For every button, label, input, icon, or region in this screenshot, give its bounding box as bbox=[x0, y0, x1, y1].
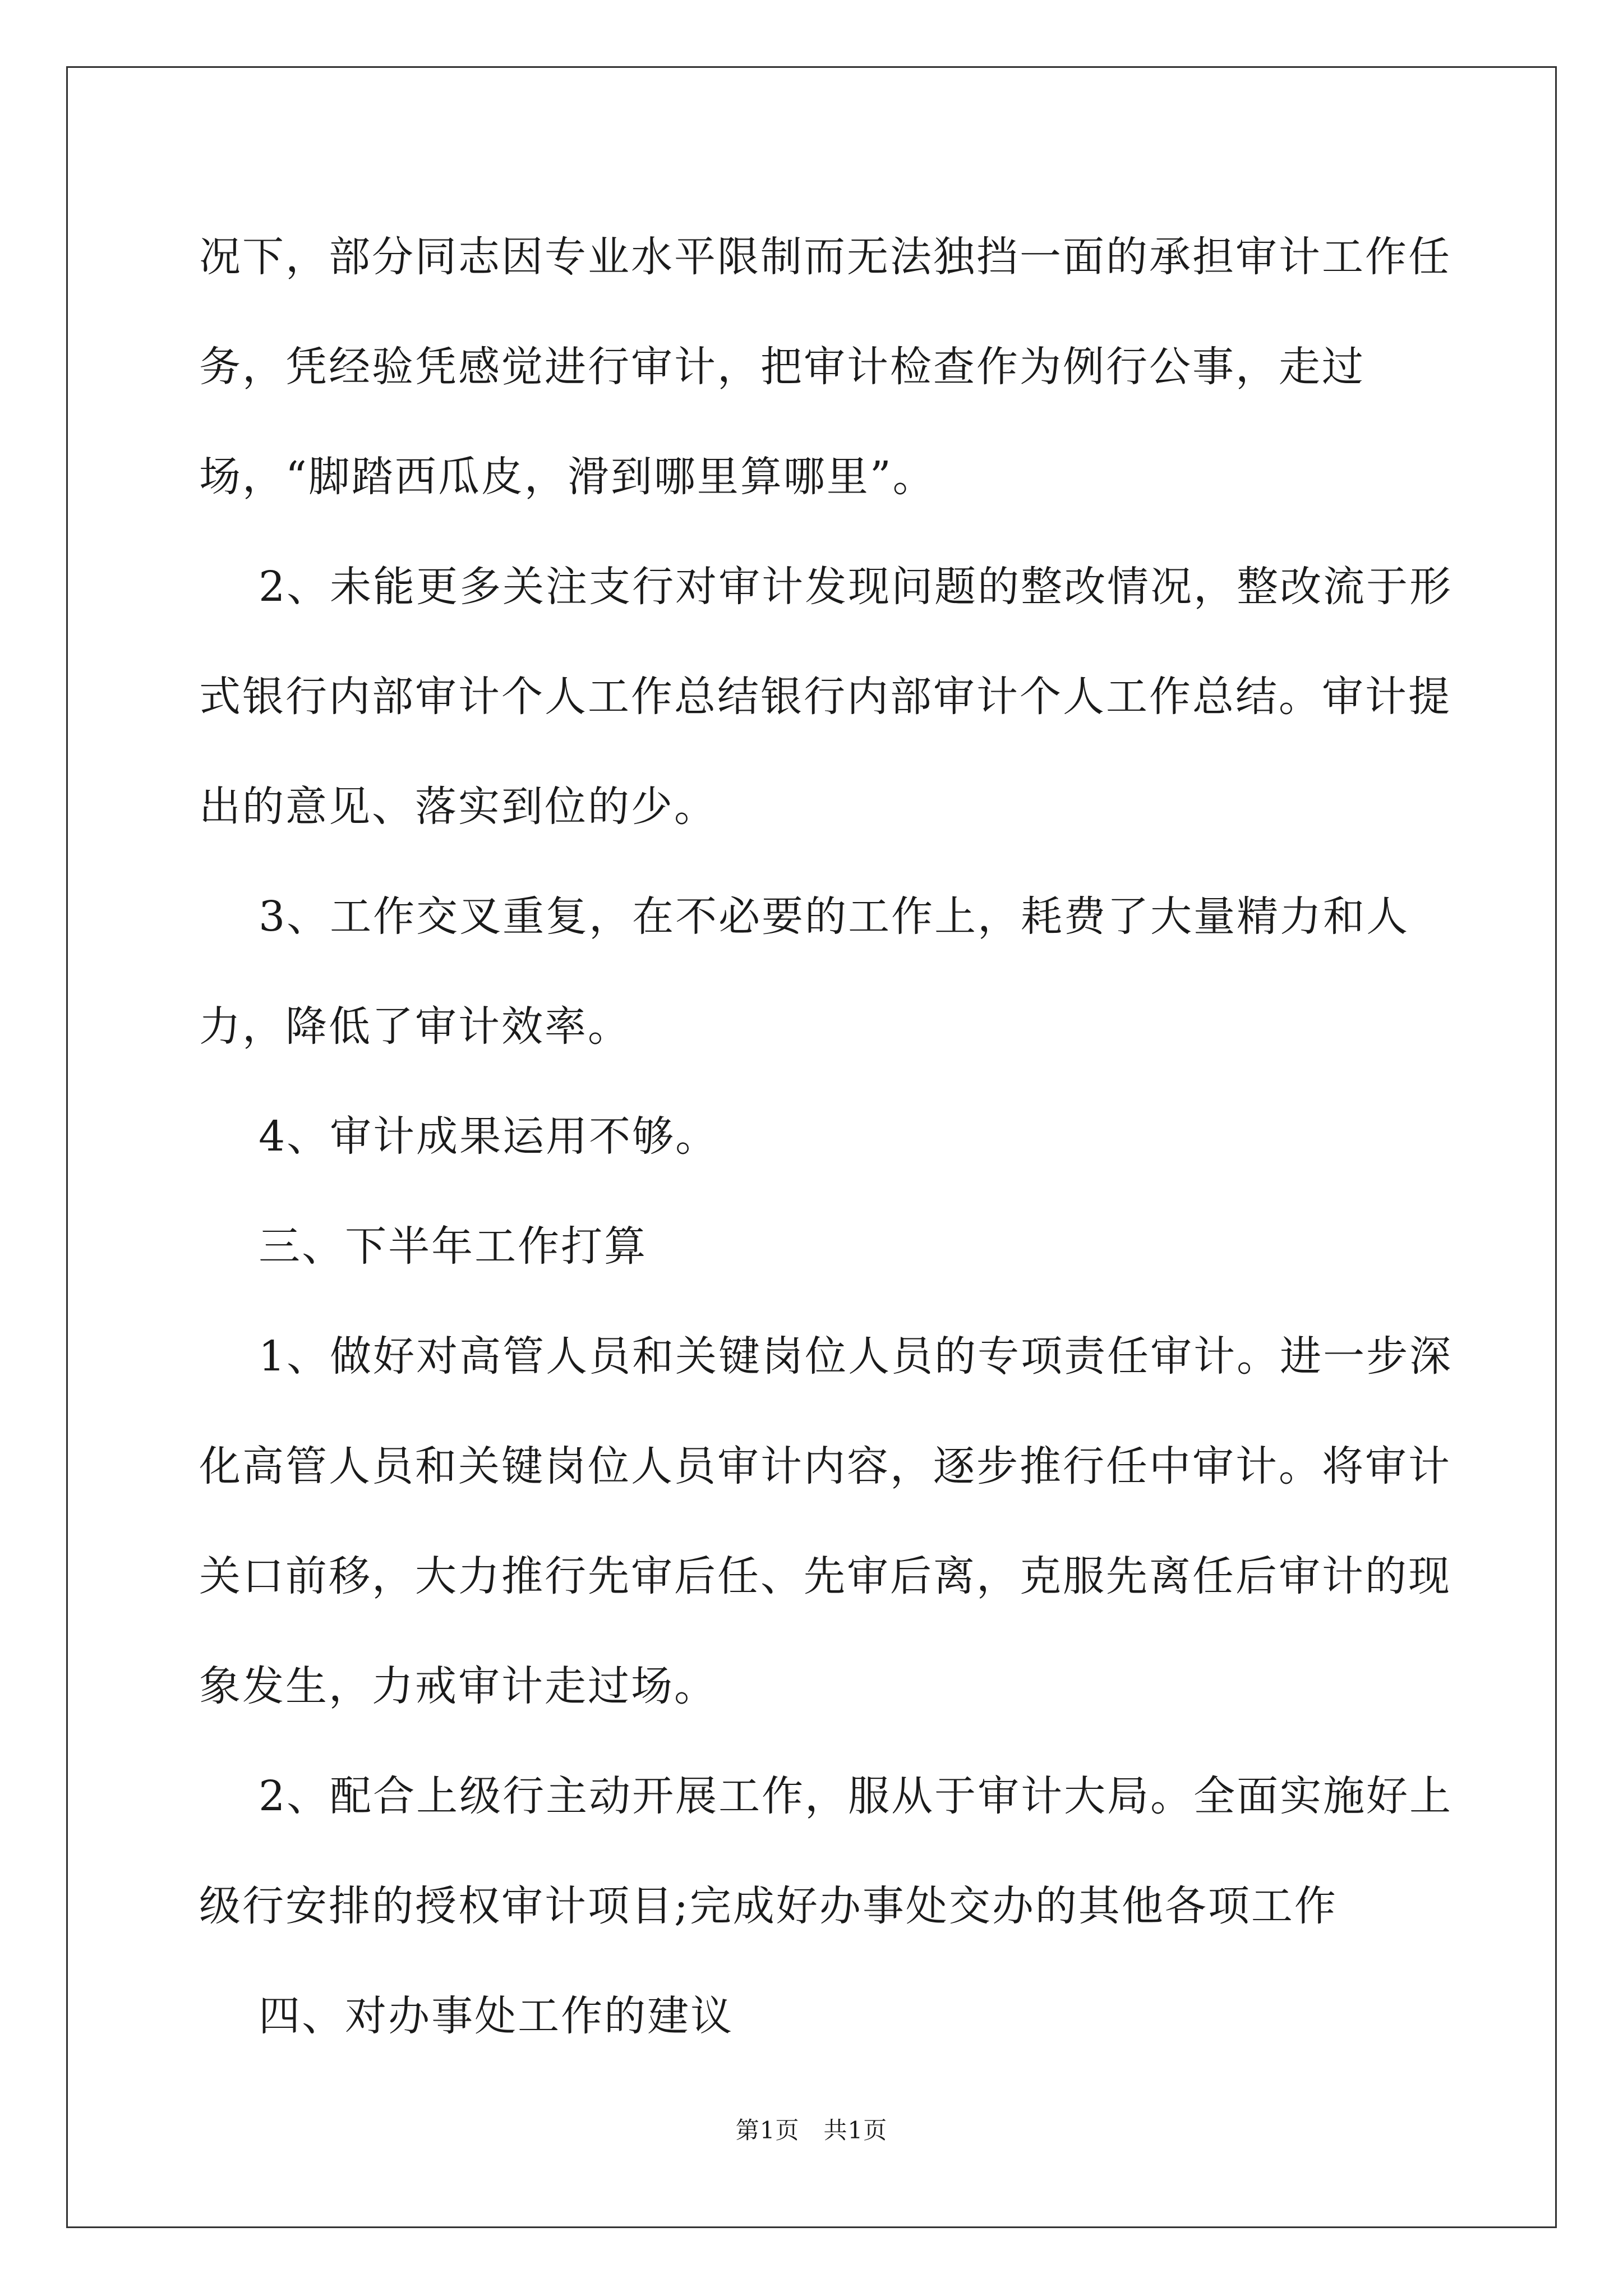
paragraph: 况下，部分同志因专业水平限制而无法独挡一面的承担审计工作任务，凭经验凭感觉进行审计，把审计检查作为例行公事，走过场，“脚踏西瓜皮，滑到哪里算哪里”。 bbox=[199, 233, 1451, 501]
section-heading: 三、下半年工作打算 bbox=[199, 1222, 648, 1271]
paragraph: 2、未能更多关注支行对审计发现问题的整改情况，整改流于形式银行内部审计个人工作总结银行内部审计个人工作总结。审计提出的意见、落实到位的少。 bbox=[199, 563, 1453, 831]
paragraph: 2、配合上级行主动开展工作，服从于审计大局。全面实施好上级行安排的授权审计项目;完成好办事处交办的其他各项工作 bbox=[199, 1772, 1453, 1930]
paragraph: 3、工作交叉重复，在不必要的工作上，耗费了大量精力和人力，降低了审计效率。 bbox=[199, 892, 1410, 1051]
page-footer: 第1页 共1页 bbox=[735, 2116, 888, 2144]
document-body bbox=[199, 202, 1461, 2071]
section-heading: 四、对办事处工作的建议 bbox=[199, 1992, 734, 2040]
paragraph: 1、做好对高管人员和关键岗位人员的专项责任审计。进一步深化高管人员和关键岗位人员审计内容，逐步推行任中审计。将审计关口前移，大力推行先审后任、先审后离，克服先离任后审计的现象发生，力戒审计走过场。 bbox=[199, 1332, 1453, 1710]
paragraph: 4、审计成果运用不够。 bbox=[199, 1112, 719, 1161]
